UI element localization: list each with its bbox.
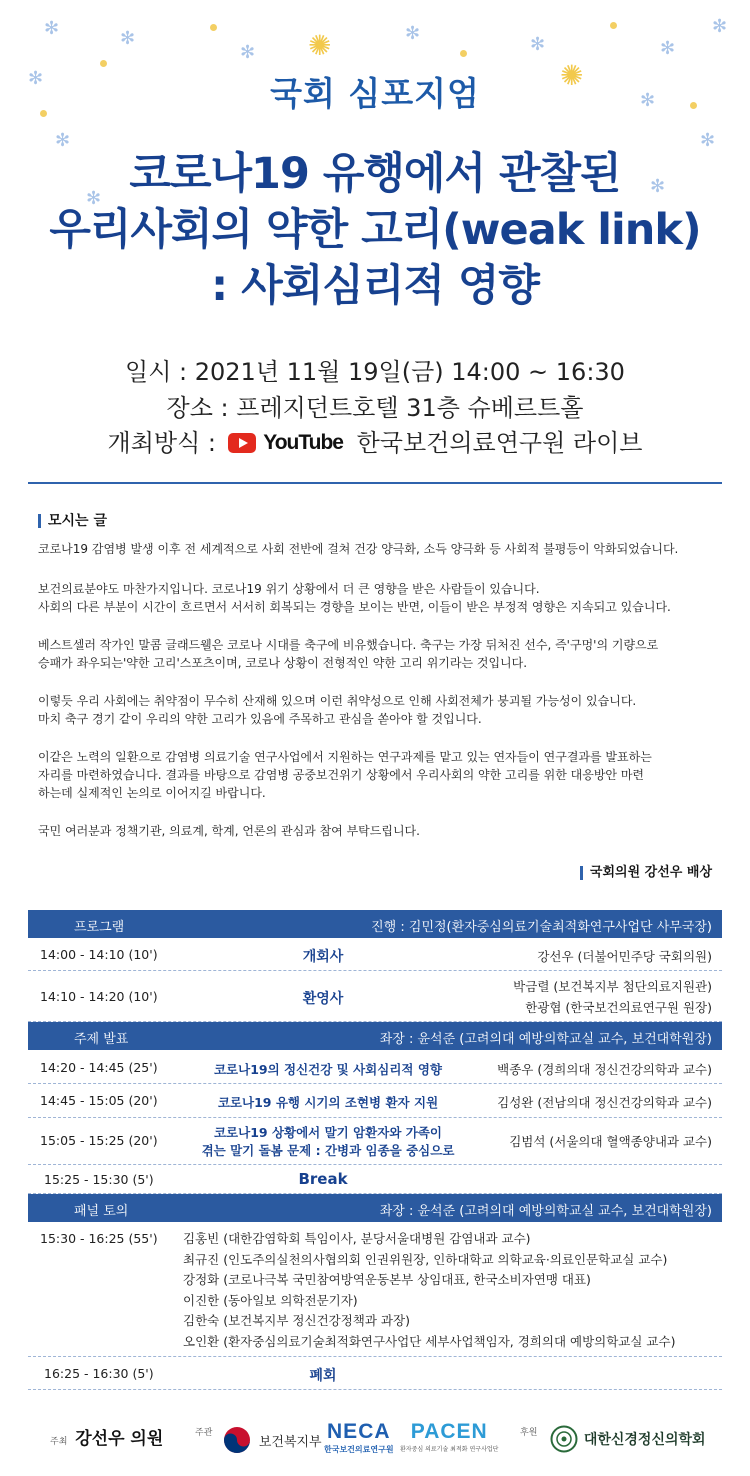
panelist: 최규진 (인도주의실천의사협의회 인권위원장, 인하대학교 의학교육·의료인문학교실 교수) bbox=[183, 1251, 668, 1267]
schedule-row bbox=[28, 1050, 722, 1084]
dot-decoration bbox=[610, 22, 617, 29]
schedule-title: 환영사 bbox=[302, 991, 344, 1007]
paragraph-line: 하는데 실제적인 논의로 이어지길 바랍니다. bbox=[38, 786, 266, 800]
virus-icon: ✻ bbox=[55, 130, 71, 151]
paragraph-line: 코로나19 감염병 발생 이후 전 세계적으로 사회 전반에 걸쳐 건강 양극화, 소득 양극화 등 사회적 불평등이 악화되었습니다. bbox=[38, 542, 679, 556]
neca-wordmark: NECA bbox=[327, 1420, 391, 1443]
schedule-row bbox=[28, 1084, 722, 1118]
youtube-wordmark: YouTube bbox=[263, 431, 343, 454]
schedule-row bbox=[28, 1118, 722, 1165]
virus-icon: ✻ bbox=[530, 34, 546, 55]
paragraph bbox=[38, 692, 728, 728]
virus-icon: ✻ bbox=[28, 68, 44, 89]
method-value: 한국보건의료연구원 라이브 bbox=[356, 429, 643, 457]
paragraph-line: 승패가 좌우되는'약한 고리'스포츠이며, 코로나 상황이 전형적인 약한 고리 위기라는 것입니다. bbox=[38, 656, 528, 670]
schedule-title: 코로나19 유행 시기의 조현병 환자 지원 bbox=[217, 1095, 439, 1110]
panelist: 이진한 (동아일보 의학전문기자) bbox=[183, 1292, 358, 1308]
schedule-row bbox=[28, 938, 722, 971]
schedule-time: 14:10 - 14:20 (10') bbox=[40, 989, 158, 1004]
schedule-title: Break bbox=[298, 1170, 348, 1188]
paragraph-line: 사회의 다른 부분이 시간이 흐르면서 서서히 회복되는 경향을 보이는 반면, 이들이 받은 부정적 영향은 지속되고 있습니다. bbox=[38, 600, 671, 614]
sponsor-label: 후원 bbox=[520, 1428, 538, 1438]
pacen-subtitle: 환자중심 의료기술 최적화 연구사업단 bbox=[400, 1446, 499, 1453]
virus-icon: ✻ bbox=[240, 42, 256, 63]
virus-icon: ✻ bbox=[120, 28, 136, 49]
host-label: 주최 bbox=[50, 1437, 68, 1447]
event-kicker: 국회 심포지엄 bbox=[270, 74, 480, 113]
invitation-heading: 모시는 글 bbox=[38, 514, 107, 528]
event-datetime: 일시 : 2021년 11월 19일(금) 14:00 ~ 16:30 bbox=[125, 358, 625, 386]
paragraph bbox=[38, 636, 728, 672]
schedule-time: 15:25 - 15:30 (5') bbox=[44, 1172, 154, 1187]
dot-decoration bbox=[460, 50, 467, 57]
mohw-logo bbox=[222, 1425, 322, 1455]
neca-subtitle: 한국보건의료연구원 bbox=[324, 1445, 394, 1454]
schedule-title: 코로나19의 정신건강 및 사회심리적 영향 bbox=[213, 1062, 442, 1077]
paragraph-line: 보건의료분야도 마찬가지입니다. 코로나19 위기 상황에서 더 큰 영향을 받은 사람들이 있습니다. bbox=[38, 582, 540, 596]
schedule-time: 14:20 - 14:45 (25') bbox=[40, 1060, 158, 1075]
youtube-play-icon bbox=[228, 433, 256, 453]
program-moderator: 진행 : 김민정(환자중심의료기술최적화연구사업단 사무국장) bbox=[371, 920, 712, 935]
paragraph-line: 이렇듯 우리 사회에는 취약점이 무수히 산재해 있으며 이런 취약성으로 인해 사회전체가 붕괴될 가능성이 있습니다. bbox=[38, 694, 637, 708]
paragraph bbox=[38, 822, 728, 840]
mohw-name: 보건복지부 bbox=[258, 1434, 322, 1450]
hero-section bbox=[0, 0, 750, 470]
paragraph-line: 자리를 마련하였습니다. 결과를 바탕으로 감염병 공중보건위기 상황에서 우리사회의 약한 고리를 위한 대응방안 마련 bbox=[38, 768, 645, 782]
virus-icon: ✻ bbox=[650, 176, 666, 197]
paragraph bbox=[38, 580, 728, 616]
schedule-title: 개회사 bbox=[302, 949, 344, 965]
schedule-title: 폐회 bbox=[309, 1368, 337, 1384]
panelist: 김홍빈 (대한감염학회 특임이사, 분당서울대병원 감염내과 교수) bbox=[183, 1231, 531, 1246]
schedule-title: 코로나19 상황에서 말기 암환자와 가족이 bbox=[213, 1125, 442, 1140]
schedule-speaker: 김성완 (전남의대 정신건강의학과 교수) bbox=[497, 1095, 712, 1110]
schedule-time: 14:00 - 14:10 (10') bbox=[40, 947, 158, 962]
paragraph bbox=[38, 748, 728, 802]
host-name: 강선우 의원 bbox=[75, 1429, 164, 1449]
title-line-1: 코로나19 유행에서 관찰된 bbox=[129, 149, 621, 199]
topic-header-bar bbox=[28, 1022, 722, 1050]
schedule-speaker: 백종우 (경희의대 정신건강의학과 교수) bbox=[497, 1062, 712, 1077]
virus-icon: ✻ bbox=[44, 18, 60, 39]
pacen-logo bbox=[400, 1420, 498, 1453]
schedule-title: 겪는 말기 돌봄 문제 : 간병과 임종을 중심으로 bbox=[201, 1143, 455, 1158]
topic-chair: 좌장 : 윤석준 (고려의대 예방의학교실 교수, 보건대학원장) bbox=[379, 1032, 712, 1047]
title-line-3: : 사회심리적 영향 bbox=[211, 261, 539, 311]
virus-icon: ✻ bbox=[86, 188, 102, 209]
organizer-label: 주관 bbox=[195, 1428, 213, 1438]
sponsor-name: 대한신경정신의학회 bbox=[583, 1432, 706, 1448]
sponsor-logo bbox=[550, 1425, 706, 1453]
schedule-time: 15:30 - 16:25 (55') bbox=[40, 1231, 158, 1246]
program-header-bar bbox=[28, 910, 722, 938]
schedule-time: 15:05 - 15:25 (20') bbox=[40, 1133, 158, 1148]
paragraph-line: 국민 여러분과 정책기관, 의료계, 학계, 언론의 관심과 참여 부탁드립니다. bbox=[38, 824, 420, 838]
virus-icon: ✻ bbox=[640, 90, 656, 111]
event-method bbox=[0, 423, 750, 460]
schedule-row bbox=[28, 971, 722, 1022]
method-label: 개최방식 : bbox=[107, 429, 216, 457]
paragraph-line: 이같은 노력의 일환으로 감염병 의료기술 연구사업에서 지원하는 연구과제를 맡고 있는 연자들이 연구결과를 발표하는 bbox=[38, 750, 652, 764]
title-line-2: 우리사회의 약한 고리(weak link) bbox=[49, 205, 701, 255]
paragraph-line: 베스트셀러 작가인 말콤 글래드웰은 코로나 시대를 축구에 비유했습니다. 축구는 가장 뒤처진 선수, 즉'구멍'의 기량으로 bbox=[38, 638, 659, 652]
taegeuk-icon bbox=[222, 1425, 252, 1455]
panelist: 오인환 (환자중심의료기술최적화연구사업단 세부사업책임자, 경희의대 예방의학교실 교수) bbox=[183, 1333, 676, 1349]
schedule-speaker: 한광협 (한국보건의료연구원 원장) bbox=[525, 1000, 712, 1015]
panel-header-bar bbox=[28, 1194, 722, 1222]
host-block bbox=[50, 1424, 163, 1449]
kncpa-emblem-icon bbox=[550, 1425, 578, 1453]
schedule-time: 14:45 - 15:05 (20') bbox=[40, 1093, 158, 1108]
virus-icon: ✻ bbox=[405, 23, 421, 44]
signature: 국회의원 강선우 배상 bbox=[580, 866, 712, 880]
virus-icon: ✻ bbox=[700, 130, 716, 151]
schedule-time: 16:25 - 16:30 (5') bbox=[44, 1366, 154, 1381]
event-venue: 장소 : 프레지던트호텔 31층 슈베르트홀 bbox=[166, 394, 584, 422]
pacen-wordmark: PACEN bbox=[410, 1420, 488, 1443]
schedule-speaker: 김범석 (서울의대 혈액종양내과 교수) bbox=[509, 1134, 712, 1149]
section-divider bbox=[28, 482, 722, 484]
program-label: 프로그램 bbox=[74, 920, 125, 935]
panelist: 김한숙 (보건복지부 정신건강정책과 과장) bbox=[183, 1313, 410, 1328]
virus-icon: ✻ bbox=[660, 38, 676, 59]
virus-icon: ✺ bbox=[560, 59, 584, 92]
panel-label: 패널 토의 bbox=[74, 1204, 129, 1219]
panelist-list bbox=[183, 1229, 675, 1352]
schedule-speaker: 박금렬 (보건복지부 첨단의료지원관) bbox=[513, 979, 712, 994]
dot-decoration bbox=[100, 60, 107, 67]
sponsor-block bbox=[520, 1424, 537, 1438]
schedule-row bbox=[28, 1165, 722, 1194]
organizer-block bbox=[195, 1424, 212, 1438]
neca-logo bbox=[324, 1420, 394, 1455]
panelist: 강정화 (코로나극복 국민참여방역운동본부 상임대표, 한국소비자연맹 대표) bbox=[183, 1272, 591, 1287]
schedule-row bbox=[28, 1357, 722, 1390]
virus-icon: ✺ bbox=[308, 29, 332, 62]
youtube-logo bbox=[228, 428, 343, 456]
schedule-speaker: 강선우 (더불어민주당 국회의원) bbox=[537, 949, 712, 964]
panel-chair: 좌장 : 윤석준 (고려의대 예방의학교실 교수, 보건대학원장) bbox=[379, 1204, 712, 1219]
dot-decoration bbox=[210, 24, 217, 31]
paragraph-line: 마치 축구 경기 같이 우리의 약한 고리가 있음에 주목하고 관심을 쏟아야 할 것입니다. bbox=[38, 712, 482, 726]
virus-icon: ✻ bbox=[712, 16, 728, 37]
paragraph bbox=[38, 540, 728, 558]
topic-label: 주제 발표 bbox=[74, 1032, 129, 1047]
